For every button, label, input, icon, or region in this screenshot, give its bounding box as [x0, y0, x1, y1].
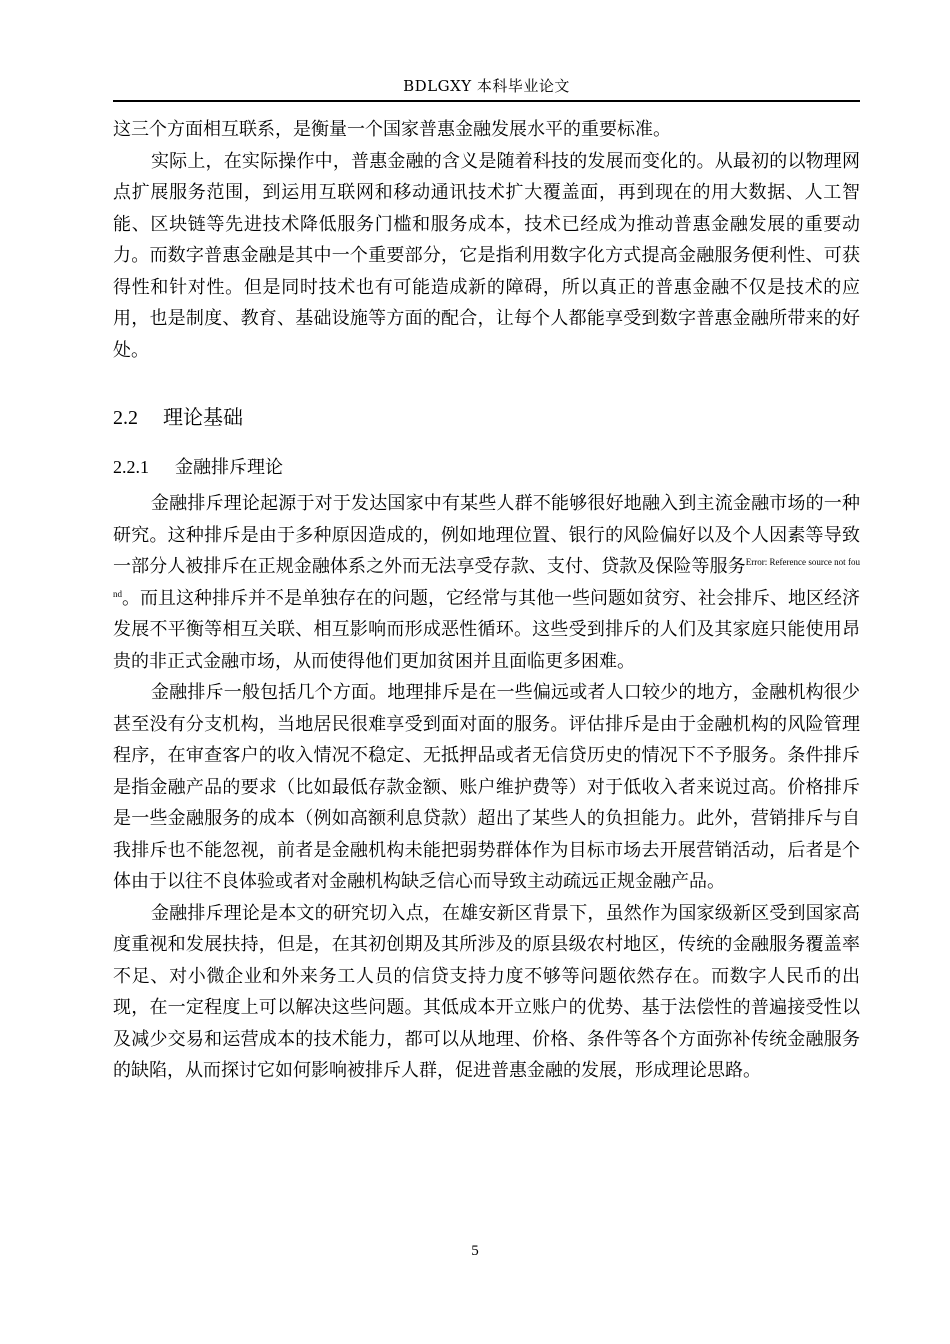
body-text	[113, 114, 860, 1087]
header-rule	[113, 100, 860, 102]
paragraph-text-after-ref: 。而且这种排斥并不是单独存在的问题，它经常与其他一些问题如贫穷、社会排斥、地区经济发展不平衡等相互关联、相互影响而形成恶性循环。这些受到排斥的人们及其家庭只能使用昂贵的非正式金融市场，从而使得他们更加贫困并且面临更多困难。	[113, 587, 860, 672]
subsection-number: 2.2.1	[113, 457, 149, 477]
section-title: 理论基础	[163, 405, 243, 429]
reference-error-superscript: Error: Reference source not found	[113, 557, 860, 599]
paragraph-tech-evolution: 实际上，在实际操作中，普惠金融的含义是随着科技的发展而变化的。从最初的以物理网点扩展服务范围，到运用互联网和移动通讯技术扩大覆盖面，再到现在的用大数据、人工智能、区块链等先进技术降低服务门槛和服务成本，技术已经成为推动普惠金融发展的重要动力。而数字普惠金融是其中一个重要部分，它是指利用数字化方式提高金融服务便利性、可获得性和针对性。但是同时技术也有可能造成新的障碍，所以真正的普惠金融不仅是技术的应用，也是制度、教育、基础设施等方面的配合，让每个人都能享受到数字普惠金融所带来的好处。	[113, 150, 860, 361]
subsection-heading	[113, 453, 860, 482]
paragraph-exclusion-types: 金融排斥一般包括几个方面。地理排斥是在一些偏远或者人口较少的地方，金融机构很少甚至没有分支机构，当地居民很难享受到面对面的服务。评估排斥是由于金融机构的风险管理程序，在审查客户的收入情况不稳定、无抵押品或者无信贷历史的情况下不予服务。条件排斥是指金融产品的要求（比如最低存款金额、账户维护费等）对于低收入者来说过高。价格排斥是一些金融服务的成本（例如高额利息贷款）超出了某些人的负担能力。此外，营销排斥与自我排斥也不能忽视，前者是金融机构未能把弱势群体作为目标市场去开展营销活动，后者是个体由于以往不良体验或者对金融机构缺乏信心而导致主动疏远正规金融产品。	[113, 682, 860, 892]
paragraph-research-entry: 金融排斥理论是本文的研究切入点，在雄安新区背景下，虽然作为国家级新区受到国家高度重视和发展扶持，但是，在其初创期及其所涉及的原县级农村地区，传统的金融服务覆盖率不足、对小微企业和外来务工人员的信贷支持力度不够等问题依然存在。而数字人民币的出现，在一定程度上可以解决这些问题。其低成本开立账户的优势、基于法偿性的普遍接受性以及减少交易和运营成本的技术能力，都可以从地理、价格、条件等各个方面弥补传统金融服务的缺陷，从而探讨它如何影响被排斥人群，促进普惠金融的发展，形成理论思路。	[113, 902, 860, 1081]
page-number: 5	[471, 1243, 479, 1259]
running-header: BDLGXY 本科毕业论文	[403, 77, 570, 95]
section-number: 2.2	[113, 407, 138, 429]
section-heading	[113, 402, 860, 433]
subsection-title: 金融排斥理论	[175, 457, 283, 478]
paragraph-text-before-ref: 金融排斥理论起源于对于发达国家中有某些人群不能够很好地融入到主流金融市场的一种研究。这种排斥是由于多种原因造成的，例如地理位置、银行的风险偏好以及个人因素等导致一部分人被排斥在正规金融体系之外而无法享受存款、支付、贷款及保险等服务	[113, 493, 860, 577]
paragraph-continuation: 这三个方面相互联系，是衡量一个国家普惠金融发展水平的重要标准。	[113, 119, 671, 140]
paragraph-exclusion-origin	[113, 488, 860, 677]
